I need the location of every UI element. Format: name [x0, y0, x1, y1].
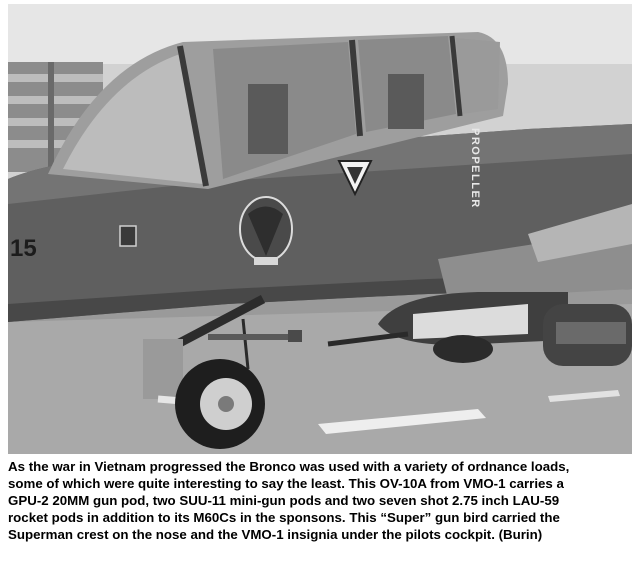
caption-line: GPU-2 20MM gun pod, two SUU-11 mini-gun pods and two seven shot 2.75 inch LAU-59 [8, 493, 560, 508]
caption-line: Superman crest on the nose and the VMO-1 insignia under the pilots cockpit. (Burin) [8, 527, 543, 542]
photo-caption [8, 458, 632, 543]
caption-line: some of which were quite interesting to say the least. This OV-10A from VMO-1 carries a [8, 476, 564, 491]
nose-wheel [175, 359, 265, 449]
caption-line: As the war in Vietnam progressed the Bronco was used with a variety of ordnance loads, [8, 459, 570, 474]
nose-number: 15 [10, 235, 37, 262]
aircraft-photo [8, 4, 632, 454]
rocket-pod [543, 304, 632, 366]
propeller-stencil: PROPELLER [469, 128, 481, 209]
stencil-box [120, 226, 136, 246]
caption-line: rocket pods in addition to its M60Cs in the sponsons. This “Super” gun bird carried the [8, 510, 560, 525]
